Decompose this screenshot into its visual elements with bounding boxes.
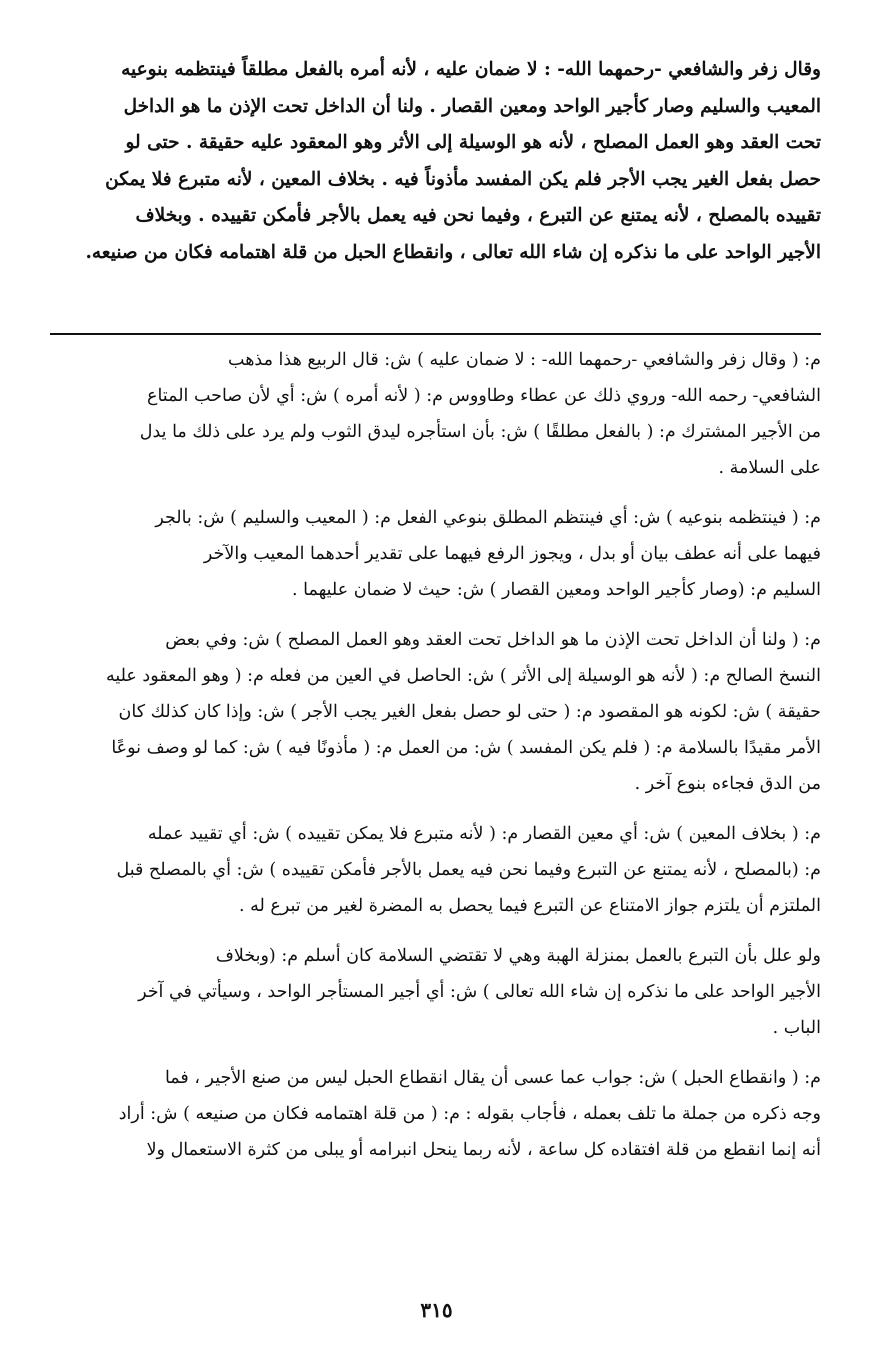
- commentary-line: حقيقة ) ش: لكونه هو المقصود م: ( حتى لو حصل بفعل الغير يجب الأجر ) ش: وإذا كان كذلك كان: [118, 702, 821, 722]
- section-divider: [50, 333, 821, 335]
- main-text-line: تحت العقد وهو العمل المصلح ، لأنه هو الوسيلة إلى الأثر وهو المعقود عليه حقيقة . حتى لو: [125, 132, 821, 153]
- commentary-line: على السلامة .: [718, 458, 821, 478]
- commentary-line: أنه إنما انقطع من قلة افتقاده كل ساعة ، لأنه ربما ينحل انبرامه أو يبلى من كثرة الاستعمال ولا: [146, 1140, 821, 1160]
- main-text-line: الأجير الواحد على ما نذكره إن شاء الله تعالى ، وانقطاع الحبل من قلة اهتمامه فكان من صنيعه.: [85, 241, 821, 263]
- commentary-line: من الأجير المشترك م: ( بالفعل مطلقًا ) ش: بأن استأجره ليدق الثوب ولم يرد على ذلك ما يدل: [139, 422, 821, 442]
- commentary-line: فيهما على أنه عطف بيان أو بدل ، ويجوز الرفع فيهما على تقدير أحدهما المعيب والآخر: [203, 544, 821, 564]
- commentary-line: الشافعي- رحمه الله- وروي ذلك عن عطاء وطاووس م: ( لأنه أمره ) ش: أي لأن صاحب المتاع: [147, 386, 821, 406]
- commentary-line: م: ( ولنا أن الداخل تحت الإذن ما هو الداخل تحت العقد وهو العمل المصلح ) ش: وفي بعض: [165, 630, 821, 650]
- commentary-paragraph: [52, 938, 821, 1046]
- commentary-block: [52, 342, 821, 1182]
- commentary-line: م: ( وانقطاع الحبل ) ش: جواب عما عسى أن يقال انقطاع الحبل ليس من صنع الأجير ، فما: [164, 1068, 821, 1088]
- commentary-line: النسخ الصالح م: ( لأنه هو الوسيلة إلى الأثر ) ش: الحاصل في العين من فعله م: ( وهو المعقود عليه: [105, 666, 821, 686]
- main-text-block: [52, 52, 821, 300]
- commentary-paragraph: [52, 1060, 821, 1168]
- main-text-line: تقييده بالمصلح ، لأنه يمتنع عن التبرع ، وفيما نحن فيه يعمل بالأجر فأمكن تقييده . وبخلاف: [135, 205, 821, 226]
- main-text-line: المعيب والسليم وصار كأجير الواحد ومعين القصار . ولنا أن الداخل تحت الإذن ما هو الداخل: [123, 95, 821, 117]
- commentary-paragraph: [52, 342, 821, 486]
- commentary-paragraph: [52, 622, 821, 802]
- commentary-line: السليم م: (وصار كأجير الواحد ومعين القصار ) ش: حيث لا ضمان عليهما .: [292, 580, 821, 600]
- commentary-line: الملتزم أن يلتزم جواز الامتناع عن التبرع فيما يحصل به المضرة لغير من تبرع له .: [239, 896, 821, 916]
- commentary-line: ولو علل بأن التبرع بالعمل بمنزلة الهبة وهي لا تقتضي السلامة كان أسلم م: (وبخلاف: [215, 946, 821, 966]
- main-text-line: وقال زفر والشافعي -رحمهما الله- : لا ضمان عليه ، لأنه أمره بالفعل مطلقاً فينتظمه بنوعيه: [121, 59, 821, 80]
- commentary-line: م: ( بخلاف المعين ) ش: أي معين القصار م: ( لأنه متبرع فلا يمكن تقييده ) ش: أي تقييد عمله: [147, 824, 821, 844]
- commentary-paragraph: [52, 500, 821, 608]
- commentary-line: م: ( وقال زفر والشافعي -رحمهما الله- : لا ضمان عليه ) ش: قال الربيع هذا مذهب: [228, 350, 821, 370]
- commentary-line: الأجير الواحد على ما نذكره إن شاء الله تعالى ) ش: أي أجير المستأجر الواحد ، وسيأتي في آخر: [138, 982, 821, 1002]
- page-number: ٣١٥: [420, 1298, 453, 1322]
- commentary-line: من الدق فجاءه بنوع آخر .: [634, 774, 821, 794]
- commentary-paragraph: [52, 816, 821, 924]
- commentary-line: وجه ذكره من جملة ما تلف بعمله ، فأجاب بقوله : م: ( من قلة اهتمامه فكان من صنيعه ) ش: أراد: [118, 1104, 821, 1124]
- commentary-line: الباب .: [772, 1018, 821, 1038]
- main-text-line: حصل بفعل الغير يجب الأجر فلم يكن المفسد مأذوناً فيه . بخلاف المعين ، لأنه متبرع فلا يمكن: [105, 168, 821, 190]
- commentary-line: م: (بالمصلح ، لأنه يمتنع عن التبرع وفيما نحن فيه يعمل بالأجر فأمكن تقييده ) ش: أي بالمصلح قبل: [116, 860, 821, 880]
- commentary-line: الأمر مقيدًا بالسلامة م: ( فلم يكن المفسد ) ش: من العمل م: ( مأذونًا فيه ) ش: كما لو وصف نوعًا: [111, 738, 821, 758]
- commentary-line: م: ( فينتظمه بنوعيه ) ش: أي فينتظم المطلق بنوعي الفعل م: ( المعيب والسليم ) ش: بالجر: [155, 508, 821, 528]
